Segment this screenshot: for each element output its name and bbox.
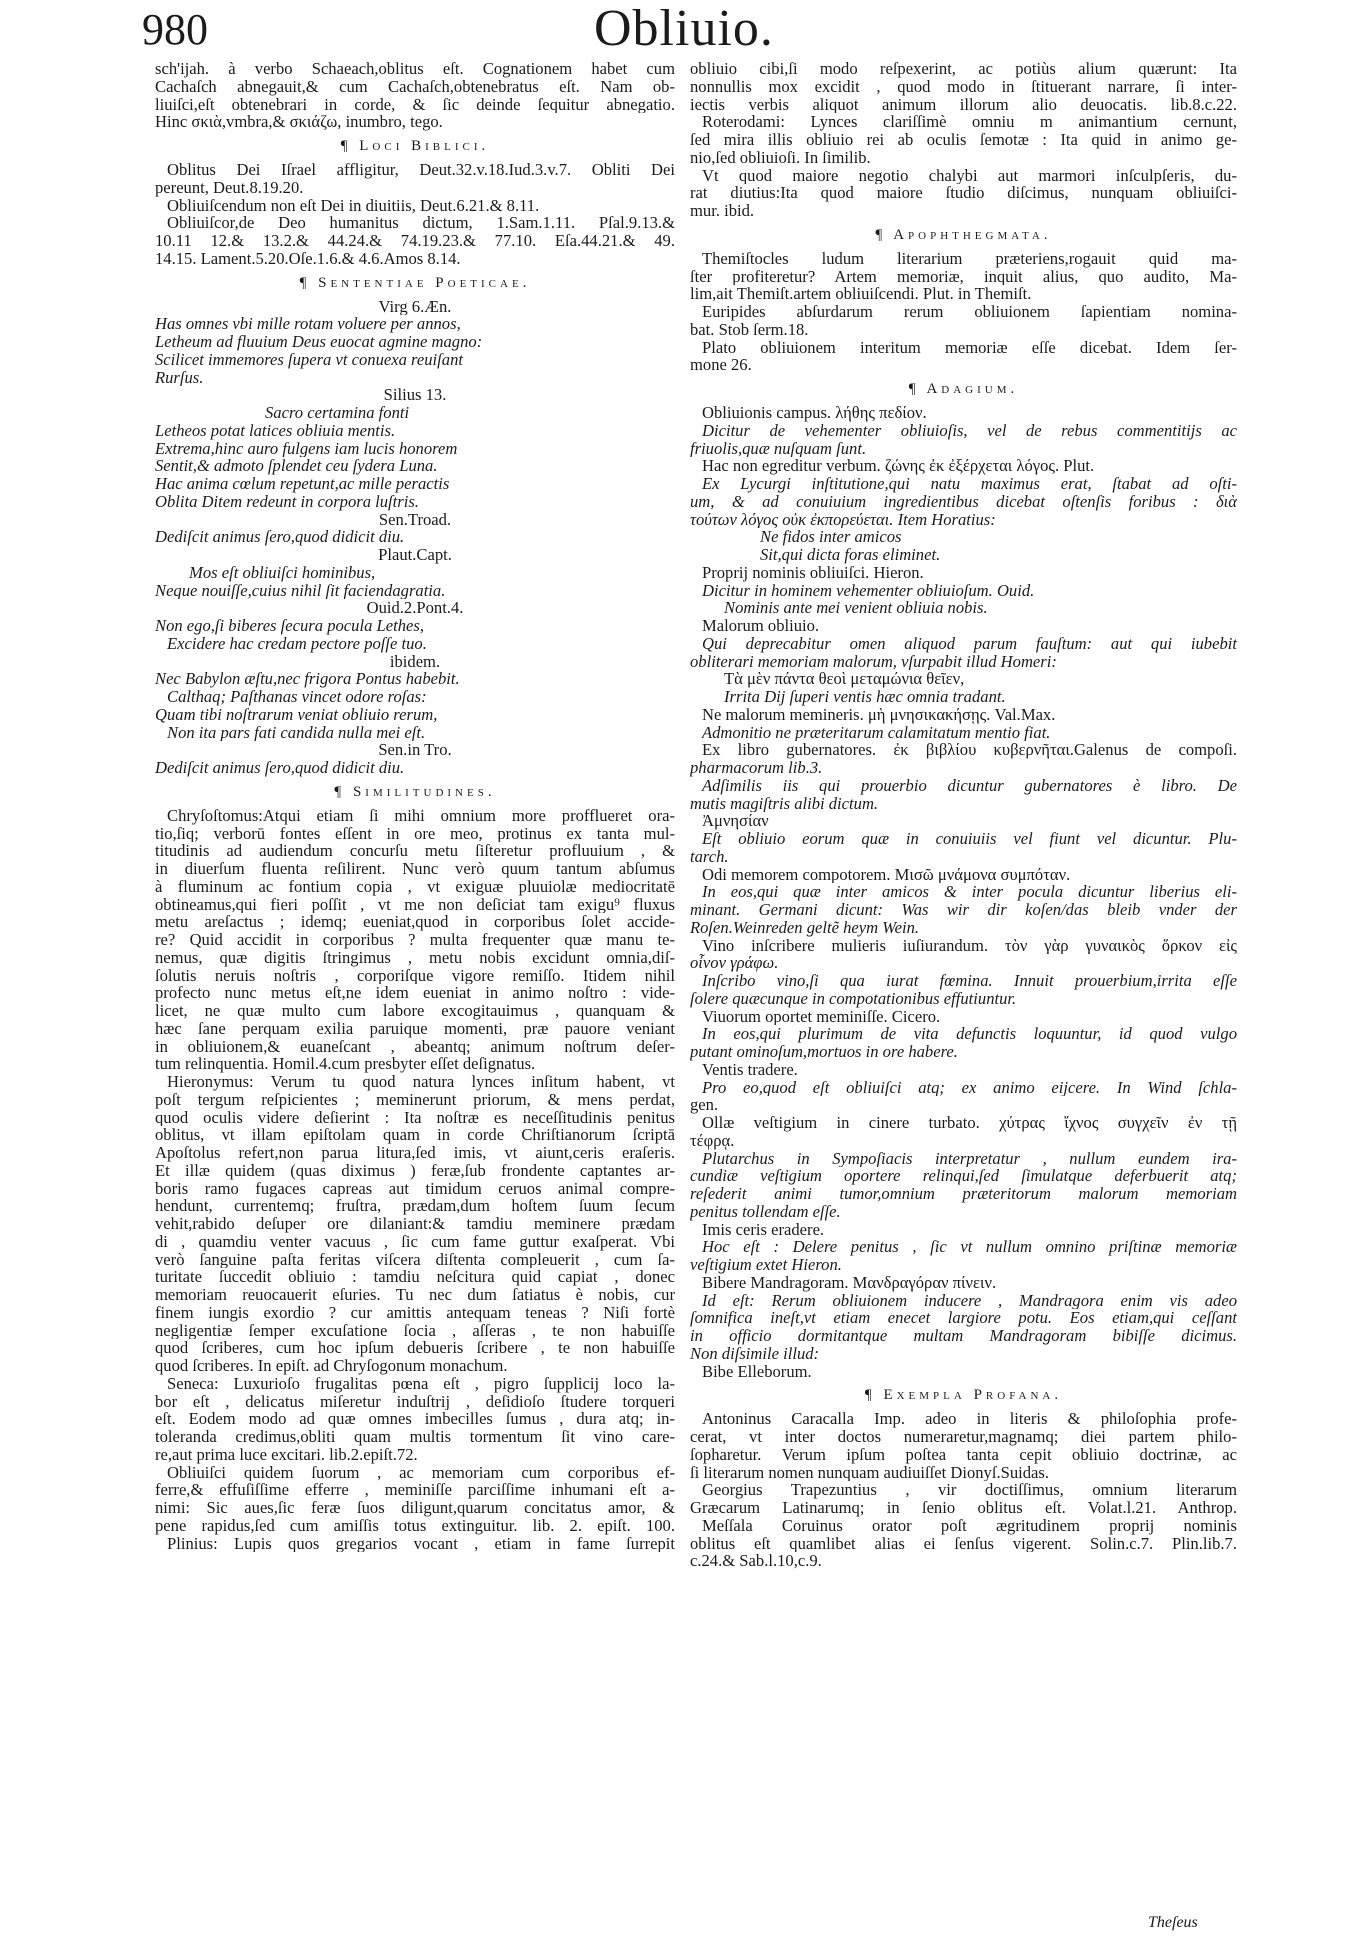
right-text-line: τούτων λόγος οὐκ ἐκπορεύεται. Item Horatius: (690, 510, 996, 529)
right-text-line: rat diutius:Ita quod maiore ſtudio diſcimus, nunquam obliuiſci- (690, 184, 1237, 202)
left-text-line: Apoſtolus refert,non parua litura,ſed imis, vt aiunt,ceris eraſeris. (155, 1144, 675, 1162)
left-text-line: Dediſcit animus ſero,quod didicit diu. (155, 528, 405, 546)
right-text-line: tarch. (690, 847, 729, 866)
left-text-line: re,aut prima luce excitari. lib.2.epiſt.72. (155, 1445, 418, 1464)
left-text-line: memoriam reuocauerit eſuries. Tu nec dum ſatiatus è nobis, cur (155, 1286, 675, 1304)
left-section-heading: ¶ Sententiae Poeticae. (299, 274, 531, 291)
left-text-line: eſt. Eodem modo ad quæ omnes imbecilles ſumus , dura atq; in- (155, 1410, 675, 1428)
right-text-line: Eſt obliuio eorum quæ in conuiuiis vel fiunt vel dicuntur. Plu- (702, 830, 1237, 848)
right-text-line: Græcarum Latinarumq; in ſenio oblitus eſt. Volat.l.21. Anthrop. (690, 1499, 1237, 1517)
right-text-line: Irrita Dij ſuperi ventis hæc omnia tradant. (724, 688, 1006, 706)
left-section-heading: ¶ Loci Biblici. (340, 138, 490, 154)
left-text-line: Ouid.2.Pont.4. (366, 599, 464, 617)
left-text-line: obtineamus,qui fieri poſſit , vt me non deſiciat tam exigu⁹ fluxus (155, 895, 675, 914)
left-text-line: 10.11 12.& 13.2.& 44.24.& 74.19.23.& 77.10. Eſa.44.21.& 49. (155, 232, 675, 250)
right-text-line: In eos,qui plurimum de vita defunctis loquuntur, id quod vulgo (702, 1025, 1237, 1043)
left-text-line: re? Quid accidit in corporibus ? multa frequenter quæ manu te- (155, 931, 675, 949)
left-text-line: Silius 13. (383, 386, 447, 404)
left-text-line: Neque nouiſſe,cuius nihil ſit faciendagratia. (155, 581, 446, 600)
right-text-line: Admonitio ne præteritarum calamitatum mentio fiat. (702, 723, 1051, 742)
right-text-line: Hac non egreditur verbum. ζώνης ἐκ ἐξέρχεται λόγος. Plut. (702, 457, 1095, 475)
right-text-line: Id eſt: Rerum obliuionem inducere , Mandragora enim vis adeo (702, 1291, 1237, 1310)
right-text-line: lim,ait Themiſt.artem obliuiſcendi. Plut. in Themiſt. (690, 285, 1032, 303)
right-text-line: Themiſtocles ludum literarium præteriens,rogauit quid ma- (702, 249, 1237, 268)
left-text-line: Obliuiſci quidem ſuorum , ac memoriam cum corporibus ef- (167, 1463, 675, 1482)
left-text-line: profecto nunc metus eſt,ne idem eueniat in animo noſtro : vide- (155, 984, 675, 1002)
left-text-line: Extrema,hinc auro fulgens iam lucis honorem (155, 439, 458, 458)
catchword: Theſeus (1148, 1914, 1198, 1931)
left-text-line: Obliuiſcendum non eſt Dei in diuitiis, Deut.6.21.& 8.11. (167, 196, 540, 215)
left-text-line: licet, ne quæ multo cum labore excogitauimus , quanquam & (155, 1002, 675, 1020)
left-text-line: in obliuionem,& euaneſcant , abeantq; animum noſtrum deſer- (155, 1037, 675, 1056)
left-text-line: Letheum ad fluuium Deus euocat agmine magno: (155, 333, 483, 351)
left-text-line: quod ſcriberes. In epiſt. ad Chryſogonum monachum. (155, 1357, 508, 1375)
right-text-line: friuolis,quæ nuſquam ſunt. (690, 439, 867, 458)
right-text-line: Antoninus Caracalla Imp. adeo in literis & philoſophia profe- (702, 1410, 1237, 1428)
right-text-line: Roterodami: Lynces clariſſimè omniu m animantium cernunt, (702, 113, 1237, 131)
left-text-line: turitate ſuccedit obliuio : tamdiu neſcitura quid capiat , donec (155, 1268, 675, 1286)
right-text-line: τέφρᾳ. (690, 1131, 735, 1150)
right-text-line: veſtigium extet Hieron. (690, 1256, 842, 1274)
right-text-line: Non diſsimile illud: (690, 1344, 820, 1363)
right-text-line: Imis ceris eradere. (702, 1220, 825, 1239)
left-text-line: Calthaq; Paſthanas vincet odore roſas: (167, 688, 427, 706)
left-text-line: Excidere hac credam pectore poſſe tuo. (167, 634, 427, 653)
left-text-line: pene rapidus,ſed cum amiſſis totus extinguitur. lib. 2. epiſt. 100. (155, 1516, 675, 1535)
right-text-line: ſopharetur. Verum ipſum poſtea tanta cepit obliuio doctrinæ, ac (690, 1445, 1237, 1464)
right-text-line: In eos,qui quæ inter amicos & inter pocula dicuntur liberius eli- (702, 883, 1237, 901)
right-text-line: c.24.& Sab.l.10,c.9. (690, 1552, 822, 1570)
right-text-line: Hoc eſt : Delere penitus , ſic vt nullum omnino priſtinæ memoriæ (702, 1238, 1237, 1256)
left-text-line: Letheos potat latices obliuia mentis. (155, 421, 396, 440)
right-text-line: Ventis tradere. (702, 1060, 798, 1079)
right-text-line: Ne fidos inter amicos (760, 528, 902, 546)
right-text-line: Adſimilis iis qui prouerbio dicuntur gubernatores è libro. De (702, 776, 1237, 795)
right-text-line: in officio dormitantque multam Mandragoram bibiſſe dicimus. (690, 1327, 1237, 1345)
right-text-line: Proprij nominis obliuiſci. Hieron. (702, 563, 924, 582)
left-text-line: 14.15. Lament.5.20.Oſe.1.6.& 4.6.Amos 8.14. (155, 249, 461, 268)
right-text-line: bat. Stob ſerm.18. (690, 320, 809, 339)
left-text-line: Non ego,ſi biberes ſecura pocula Lethes, (155, 617, 424, 635)
right-text-line: mone 26. (690, 356, 752, 374)
right-text-line: Pro eo,quod eſt obliuiſci atq; ex animo eijcere. In Wind ſchla- (702, 1078, 1237, 1097)
right-text-line: Viuorum oportet meminiſſe. Cicero. (702, 1007, 941, 1026)
right-text-line: ſter profiteretur? Artem memoriæ, inquit alius, quo audito, Ma- (690, 267, 1237, 286)
left-text-line: titudinis ad audiendum concurſu metu ſiſteretur profluuium , & (155, 842, 675, 860)
left-text-line: Sen.in Tro. (378, 741, 452, 759)
left-section-heading: ¶ Similitudines. (334, 783, 496, 800)
right-text-line: cerat, vt inter doctos numeraretur,magnamq; diei partem philo- (690, 1428, 1237, 1446)
right-text-line: ſolere quæcunque in compotationibus effutiuntur. (690, 989, 1017, 1008)
left-text-line: Plinius: Lupis quos gregarios vocant , etiam in fame ſurrepit (167, 1534, 675, 1553)
left-text-line: Sentit,& admoto ſplendet ceu ſydera Luna. (155, 457, 438, 475)
left-text-line: negligentiæ ſemper excuſatione ſocia , aſſeras , te non habuiſſe (155, 1321, 675, 1340)
page-header (0, 0, 1346, 62)
right-text-line: cundiæ veſtigium oportere relinqui,ſed ſimulatque deferbuerit atq; (690, 1167, 1237, 1185)
right-text-line: mutis magiſtris alibi dictum. (690, 794, 879, 813)
right-text-line: Plato obliuionem interitum memoriæ eſſe dicebat. Idem ſer- (702, 338, 1237, 357)
left-text-line: Quam tibi noſtrarum veniat obliuio rerum, (155, 705, 438, 724)
left-text-line: à fluminum ac fontium copia , vt exiguæ pluuiolæ mediocritatē (155, 877, 675, 896)
right-text-line: Bibere Mandragoram. Μανδραγόραν πίνειν. (702, 1273, 997, 1292)
left-text-line: boris ramo fugaces capreas aut timidum ceruos animal compre- (155, 1179, 675, 1198)
left-text-line: Scilicet immemores ſupera vt conuexa reuiſant (155, 350, 463, 369)
right-text-line: Vt quod maiore negotio chalybi aut marmori inſculpſeris, du- (702, 166, 1237, 185)
right-text-line: nonnullis mox excidit , quod modo in ſtituerant narrare, ſi inter- (690, 77, 1237, 96)
left-text-line: pereunt, Deut.8.19.20. (155, 178, 304, 197)
left-text-line: hendunt, currentemq; fruſtra, prædam,dum hoſtem ſuum ſecum (155, 1197, 675, 1215)
right-text-line: Inſcribo vino,ſi qua iurat fœmina. Innuit prouerbium,irrita eſſe (702, 972, 1237, 990)
left-text-line: tum relinquentia. Homil.4.cum presbyter eſſet deſignatus. (155, 1055, 536, 1073)
left-text-line: di , quamdiu venter vacuus , ſic cum fame guttur exaſperat. Vbi (155, 1232, 675, 1251)
right-text-line: ſomnifica ineſt,vt etiam enecet largiore potu. Eos etiam,qui ceſſant (690, 1309, 1237, 1327)
left-text-line: Has omnes vbi mille rotam voluere per annos, (155, 315, 461, 333)
right-text-line: Odi memorem compotorem. Μισῶ μνάμονα συμπόταν. (702, 865, 1071, 884)
right-text-line: obliterari memoriam malorum, vſurpabit illud Homeri: (690, 652, 1057, 671)
right-text-line: Ne malorum memineris. μὴ μνησικακήσῃς. Val.Max. (702, 705, 1056, 724)
right-text-line: Ex libro gubernatores. ἐκ βιβλίου κυβερνῆται.Galenus de compoſi. (702, 741, 1237, 759)
right-text-line: Τὰ μὲν πάντα θεοὶ μεταμώνια θεῖεν, (724, 670, 965, 688)
right-text-line: gen. (690, 1096, 719, 1114)
left-text-line: nimi: Sic aues,ſic feræ ſuos diligunt,quarum concitatus amor, & (155, 1499, 675, 1517)
right-text-line: putant ominoſum,mortuos in ore habere. (690, 1043, 958, 1061)
right-text-line: Ollæ veſtigium in cinere turbato. χύτρας ἴχνος συγχεῖν ἐν τῇ (702, 1114, 1237, 1132)
left-text-line: toleranda credimus,obliti quam multis tormentum ſit vino care- (155, 1428, 675, 1446)
left-text-line: Obliuiſcor,de Deo humanitus dictum, 1.Sam.1.11. Pſal.9.13.& (167, 214, 675, 232)
left-text-line: ſolutis neruis noſtris , corporiſque vigore remiſſo. Itidem nihil (155, 966, 675, 985)
right-text-line: Plutarchus in Sympoſiacis interpretatur , nullum eundem ira- (702, 1149, 1237, 1168)
page-number: 980 (142, 5, 208, 54)
left-text-line: Rurſus. (155, 368, 204, 387)
right-text-line: Dicitur in hominem vehementer obliuioſum. Ouid. (702, 581, 1035, 600)
left-text-line: ibidem. (389, 652, 441, 671)
right-section-heading: ¶ Adagium. (908, 381, 1019, 397)
right-text-line: οἶνον γράφω. (690, 954, 779, 972)
right-text-line: minant. Germani dicunt: Was wir dir koſen/das bleib vnder der (690, 901, 1237, 919)
left-text-line: Sen.Troad. (378, 510, 452, 529)
left-text-line: quod ſcriberes, cum hoc ipſum debueris ſcribere , te non habuiſſe (155, 1339, 675, 1357)
left-text-line: Nec Babylon æſtu,nec frigora Pontus habebit. (155, 670, 460, 688)
right-text-line: ſed mira illis obliuio rei ab oculis ſemotæ : Ita quid in animo ge- (690, 131, 1237, 149)
right-text-line: iectis verbis aliquot animum illorum alio deuocatis. lib.8.c.22. (690, 95, 1237, 114)
left-text-line: hæc ſane perquam exilia paruique momenti, præ pauore veniant (155, 1019, 675, 1038)
left-text-line: Virg 6.Æn. (378, 297, 452, 316)
left-text-line: Plaut.Capt. (378, 546, 452, 564)
left-text-line: sch'ĳah. à verbo Schaeach,oblitus eſt. Cognationem habet cum (155, 60, 675, 78)
right-text-line: ſi literarum nomen nunquam audiuiſſet Dionyſ.Suidas. (690, 1463, 1050, 1482)
right-text-line: Dicitur de vehementer obliuioſis, vel de rebus commentitijs ac (702, 421, 1237, 440)
right-text-line: Ἀμνησίαν (702, 812, 769, 830)
left-text-line: in diuerſum fluenta reſilirent. Nunc verò quum tantum abſumus (155, 860, 675, 878)
left-text-line: tio,ſiq; verborū fontes eſſent in ore meo, protinus ex tanta mul- (155, 824, 675, 843)
left-text-line: Seneca: Luxurioſo frugalitas pœna eſt , pigro ſupplicij loco la- (167, 1374, 675, 1393)
left-text-line: Hinc σκιὰ,vmbra,& σκιάζω, inumbro, tego. (155, 113, 443, 131)
right-text-line: Obliuionis campus. λήθης πεδίον. (702, 404, 927, 422)
left-text-line: Oblita Ditem redeunt in corpora luſtris. (155, 492, 419, 511)
right-text-line: Nominis ante mei venient obliuia nobis. (724, 599, 988, 617)
left-text-line: Cachaſch abnegauit,& cum Cachaſch,obtenebratus eſt. Nam ob- (155, 77, 675, 96)
right-text-line: Qui deprecabitur omen aliquod parum fauſtum: aut qui iubebit (702, 634, 1237, 653)
left-text-line: ferre,& effuſiſſime efferre , meminiſſe parciſſime inhumani eſt a- (155, 1481, 675, 1499)
right-text-line: Meſſala Coruinus orator poſt ægritudinem proprij nominis (702, 1516, 1237, 1535)
right-text-line: obliuio cibi,ſi modo reſpexerint, ac potiùs alium quærunt: Ita (690, 60, 1237, 78)
right-column (690, 60, 1237, 1570)
left-text-line: Et illæ quidem (quas diximus ) feræ,ſub frondente captantes ar- (155, 1161, 675, 1180)
right-text-line: Euripides abſurdarum rerum obliuionem ſapientiam nomina- (702, 303, 1237, 321)
left-text-line: oblitus, vt illam epiſtolam quam in corde Chriſtianorum ſcriptā (155, 1126, 675, 1144)
left-text-line: Non ita pars fati candida nulla mei eſt. (167, 723, 426, 742)
right-text-line: nio,ſed obliuioſi. In ſimilib. (690, 148, 871, 167)
right-section-heading: ¶ Exempla Profana. (864, 1387, 1063, 1404)
left-text-line: vehit,rabido deſuper ore dilaniant:& tamdiu meminere prædam (155, 1215, 675, 1233)
right-text-line: um, & ad conuiuium ingredientibus dicebat oſtenſis foribus : διὰ (690, 492, 1237, 511)
left-text-line: poſt tergum reſpicientes ; meminerunt priorum, & mens perdat, (155, 1090, 675, 1109)
right-text-line: Vino inſcribere mulieris iuſiurandum. τὸν γὰρ γυναικὸς ὅρκον εἰς (702, 936, 1237, 955)
left-text-line: Oblitus Dei Iſrael affligitur, Deut.32.v.18.Iud.3.v.7. Obliti Dei (167, 161, 675, 179)
left-text-line: nemus, quæ digitis ſtringimus , metu nobis excidunt omnia,diſ- (155, 948, 675, 967)
running-title: Obliuio. (594, 0, 774, 57)
right-text-line: penitus tollendam eſſe. (690, 1202, 841, 1221)
right-text-line: Malorum obliuio. (702, 617, 820, 635)
left-text-line: liuiſci,eſt obtenebrari in corde, & ſic deinde ſequitur abnegatio. (155, 95, 675, 114)
left-text-line: quod oculis videre deſierint : Ita noſtræ es neceſſitudinis penitus (155, 1108, 675, 1127)
right-text-line: reſederit animi tumor,omnium præteritorum malorum memoriam (690, 1185, 1237, 1203)
left-text-line: Sacro certamina fonti (265, 404, 410, 422)
right-text-line: mur. ibid. (690, 202, 755, 220)
right-text-line: Roſen.Weinreden geltẽ heym Wein. (690, 918, 920, 937)
right-text-line: oblitus eſt quamlibet alias ei ſenſus vigerent. Solin.c.7. Plin.lib.7. (690, 1534, 1237, 1553)
right-text-line: Sit,qui dicta foras eliminet. (760, 546, 941, 564)
right-text-line: Ex Lycurgi inſtitutione,qui natu maximus erat, ſtabat ad oſti- (702, 475, 1237, 493)
right-section-heading: ¶ Apophthegmata. (875, 226, 1052, 243)
right-text-line: Bibe Elleborum. (702, 1362, 812, 1381)
left-text-line: finem iungis exordio ? cur amittis antequam teneas ? Niſi fortè (155, 1303, 675, 1322)
left-text-line: bor eſt , delicatus miſeretur induſtrij , deſidioſo ſtudere torqueri (155, 1392, 675, 1411)
left-text-line: verò ſanguine paſta feritas viſcera diſtenta compleuerit , cum ſa- (155, 1250, 675, 1269)
right-text-line: pharmacorum lib.3. (690, 759, 823, 777)
left-text-line: Mos eſt obliuiſci hominibus, (189, 563, 376, 582)
left-column (155, 60, 675, 1552)
left-text-line: metu areſactus ; idemq; eueniat,quod in corporibus ſolet accide- (155, 913, 675, 931)
left-text-line: Chryſoſtomus:Atqui etiam ſi mihi omnium more profflueret ora- (167, 806, 675, 825)
left-text-line: Hieronymus: Verum tu quod natura lynces inſitum habent, vt (167, 1073, 675, 1091)
left-text-line: Hac anima cœlum repetunt,ac mille peractis (155, 475, 450, 493)
left-text-line: Dediſcit animus ſero,quod didicit diu. (155, 759, 405, 777)
right-text-line: Georgius Trapezuntius , vir doctiſſimus, omnium literarum (702, 1481, 1237, 1499)
